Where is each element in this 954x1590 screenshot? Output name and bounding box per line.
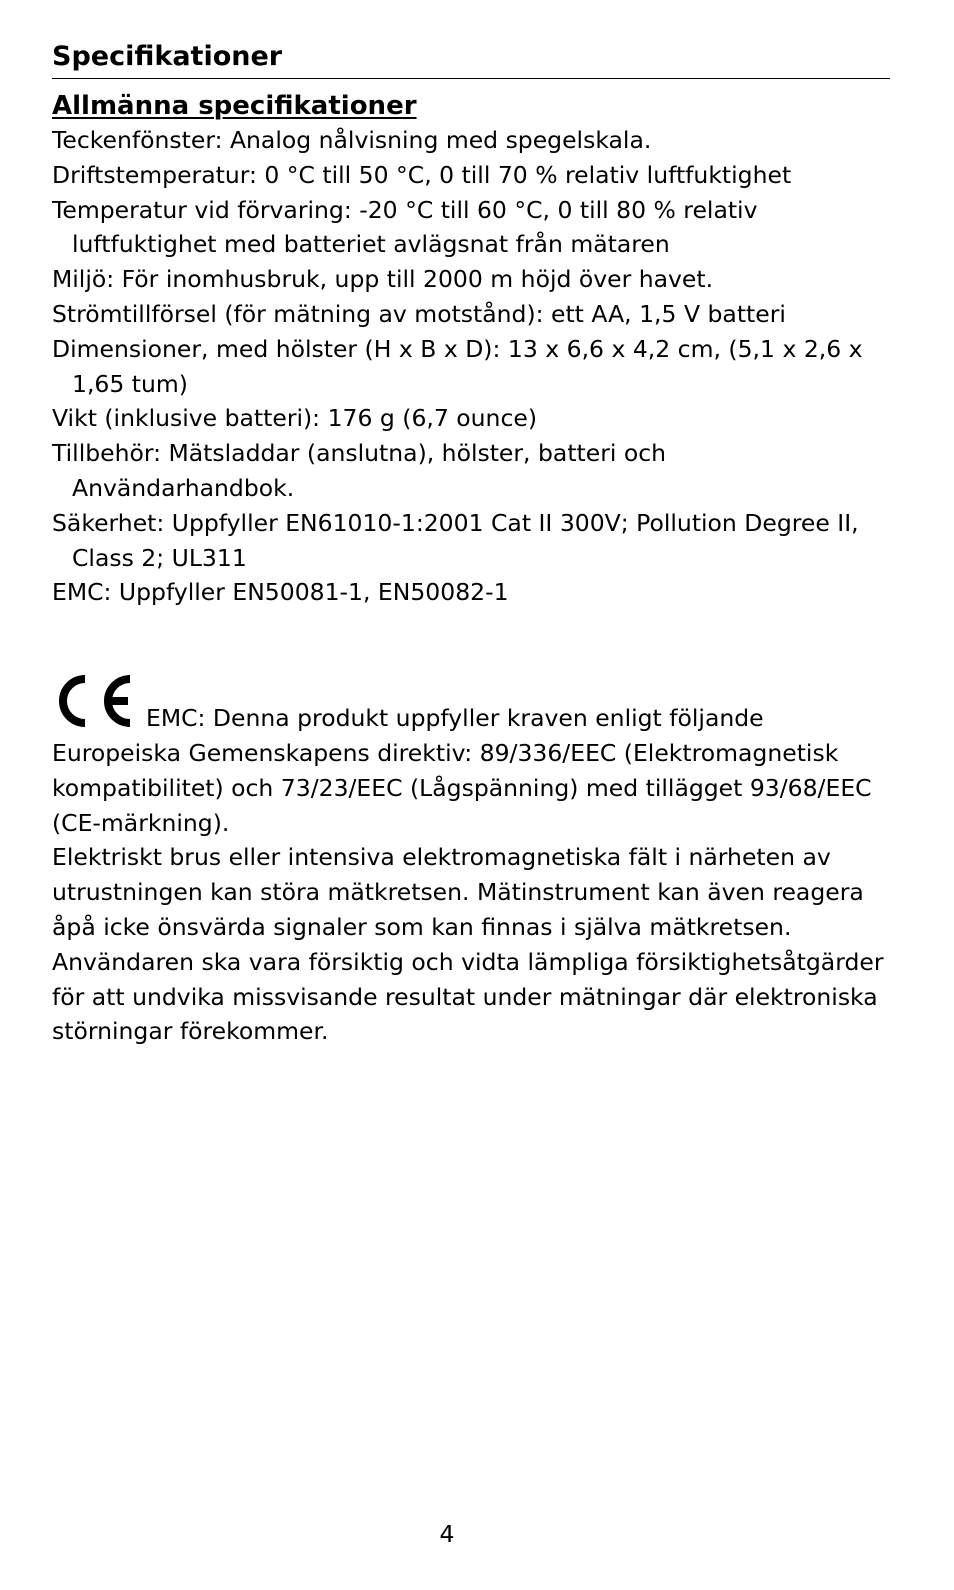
spec-safety: Säkerhet: Uppfyller EN61010-1:2001 Cat II 300V; Pollution Degree II, Class 2; UL311 bbox=[52, 508, 859, 572]
section-title: Specifikationer bbox=[52, 40, 890, 79]
ce-paragraph bbox=[52, 674, 890, 840]
spec-environment: Miljö: För inomhusbruk, upp till 2000 m höjd över havet. bbox=[52, 265, 714, 294]
page-number: 4 bbox=[439, 1520, 455, 1548]
spec-operating-temperature: Driftstemperatur: 0 °C till 50 °C, 0 till 70 % relativ luftfuktighet bbox=[52, 160, 792, 189]
document-page bbox=[52, 40, 890, 1049]
interference-paragraph: Elektriskt brus eller intensiva elektromagnetiska fält i närheten av utrustningen kan störa mätkretsen. Mätinstrument kan även reagera åpå icke önsvärda signaler som kan finnas i själva mätkretsen. Användaren ska vara försiktig och vidta lämpliga försiktighetsåtgärder för att undvika missvisande resultat under mätningar där elektroniska störningar förekommer. bbox=[52, 843, 884, 1046]
subsection-title: Allmänna specifikationer bbox=[52, 91, 417, 121]
spec-weight: Vikt (inklusive batteri): 176 g (6,7 ounce) bbox=[52, 404, 537, 433]
spec-emc: EMC: Uppfyller EN50081-1, EN50082-1 bbox=[52, 578, 509, 607]
ce-compliance-block bbox=[52, 674, 890, 1049]
spec-dimensions: Dimensioner, med hölster (H x B x D): 13 x 6,6 x 4,2 cm, (5,1 x 2,6 x 1,65 tum) bbox=[52, 334, 863, 398]
spec-power-supply: Strömtillförsel (för mätning av motstånd): ett AA, 1,5 V batteri bbox=[52, 299, 786, 328]
spec-list bbox=[52, 123, 890, 610]
ce-mark-icon bbox=[52, 674, 134, 728]
spec-display: Teckenfönster: Analog nålvisning med spegelskala. bbox=[52, 126, 652, 154]
ce-emc-text: EMC: Denna produkt uppfyller kraven enligt följande Europeiska Gemenskapens direktiv: 89/336/EEC (Elektromagnetisk kompatibilitet) och 73/23/EEC (Lågspänning) med tillägget 93/68/EEC (CE-märkning). bbox=[52, 704, 872, 837]
spec-accessories: Tillbehör: Mätsladdar (anslutna), hölster, batteri och Användarhandbok. bbox=[52, 439, 667, 502]
spec-storage-temperature: Temperatur vid förvaring: -20 °C till 60 °C, 0 till 80 % relativ luftfuktighet med batteriet avlägsnat från mätaren bbox=[52, 195, 758, 259]
